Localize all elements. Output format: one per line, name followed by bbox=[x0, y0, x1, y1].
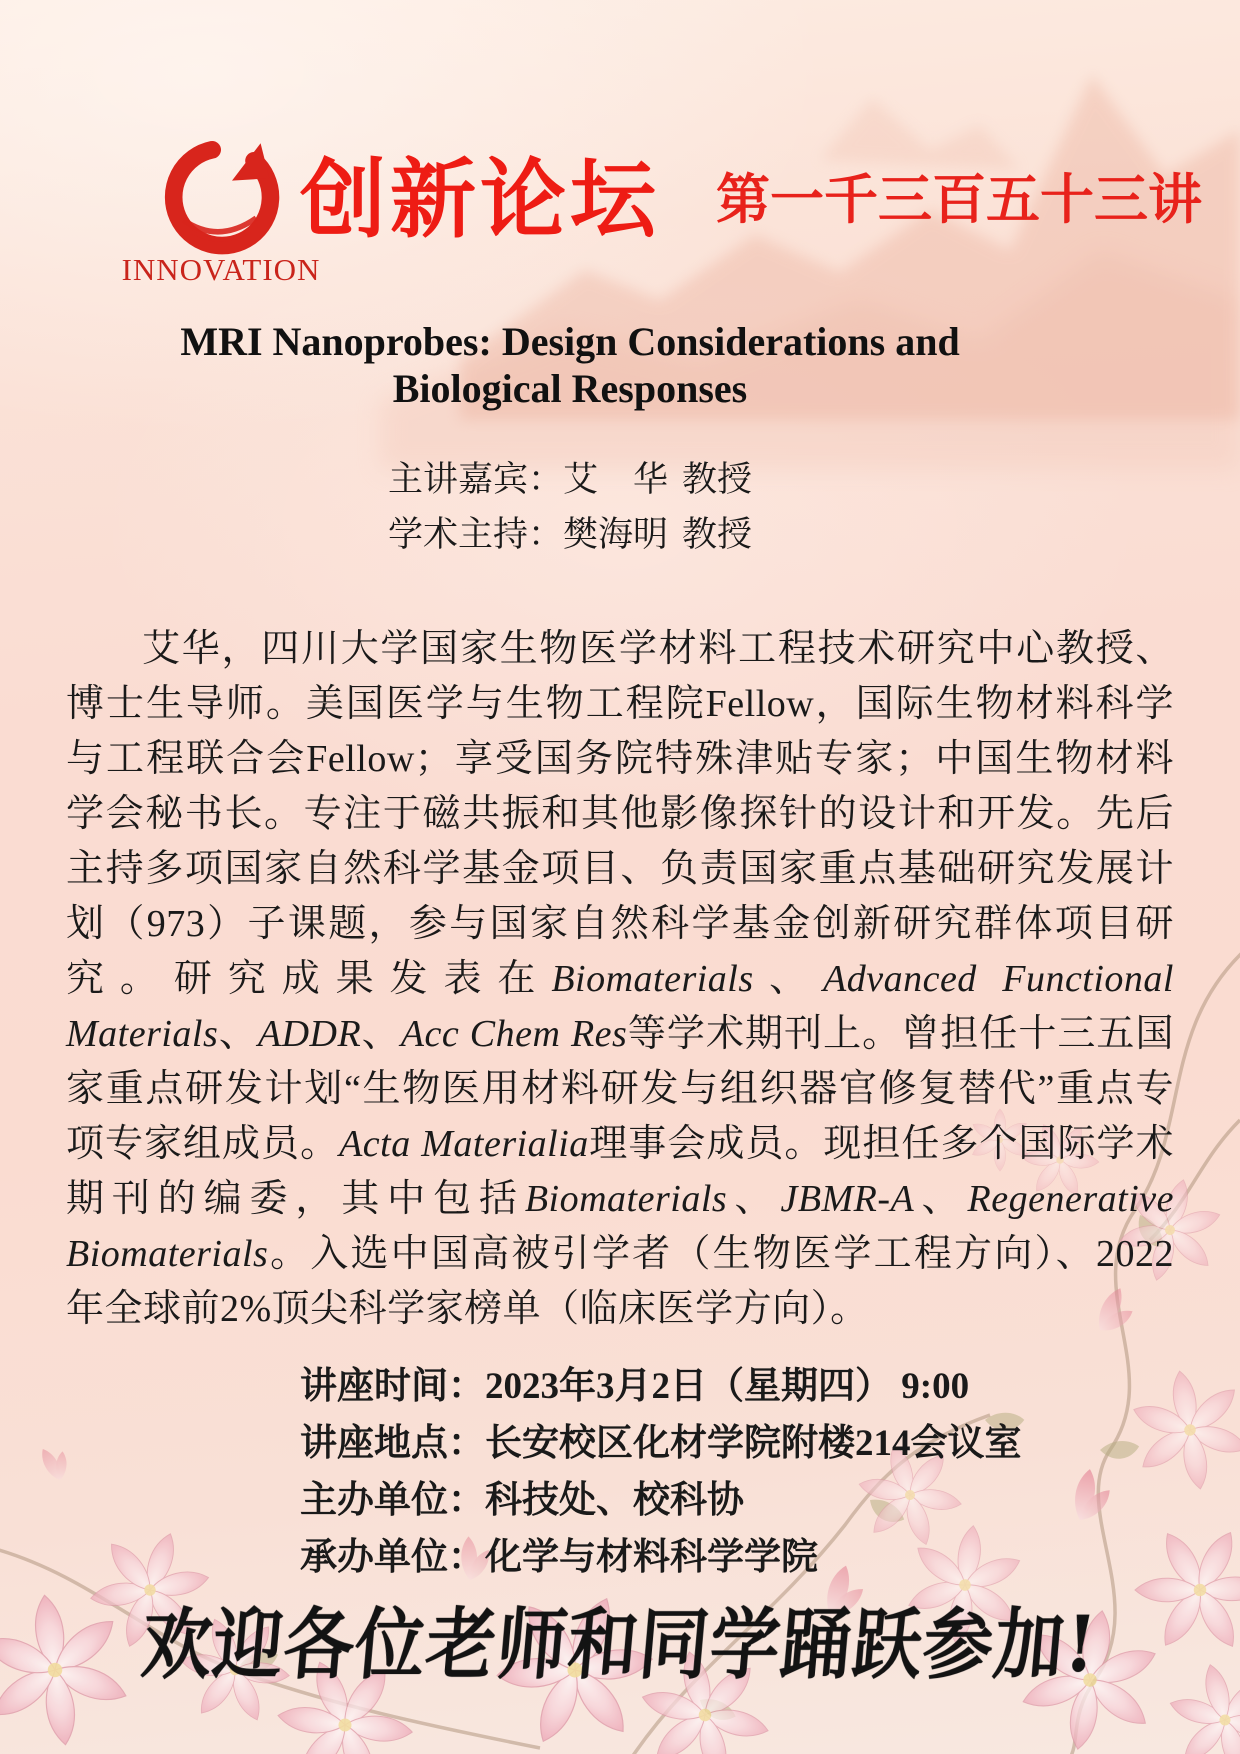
lecture-number: 第一千三百五十三讲 bbox=[716, 170, 1202, 230]
detail-organizer bbox=[300, 1472, 1022, 1529]
detail-location bbox=[300, 1415, 1022, 1472]
speaker-host-label: 学术主持： bbox=[387, 515, 563, 554]
speaker-guest-label: 主讲嘉宾： bbox=[387, 460, 563, 499]
speaker-guest-name: 艾 华 bbox=[562, 460, 668, 499]
detail-location-value: 长安校区化材学院附楼214会议室 bbox=[485, 1423, 1022, 1464]
speaker-host-title: 教授 bbox=[682, 515, 753, 554]
detail-organizer-value: 科技处、校科协 bbox=[485, 1480, 744, 1521]
speaker-host-line bbox=[388, 507, 752, 562]
lecture-title bbox=[0, 318, 1140, 412]
lecture-title-line1: MRI Nanoprobes: Design Considerations and bbox=[180, 319, 960, 364]
lecture-details bbox=[300, 1358, 1022, 1586]
speakers-block bbox=[0, 452, 1140, 562]
detail-host-unit bbox=[300, 1529, 1022, 1586]
detail-host-unit-label: 承办单位： bbox=[300, 1537, 485, 1578]
innovation-logo-icon bbox=[155, 130, 287, 262]
detail-time-label: 讲座时间： bbox=[300, 1366, 485, 1407]
speakers-inner bbox=[388, 452, 752, 562]
detail-time bbox=[300, 1358, 1022, 1415]
speaker-biography: 艾华，四川大学国家生物医学材料工程技术研究中心教授、博士生导师。美国医学与生物工程院Fellow，国际生物材料科学与工程联合会Fellow；享受国务院特殊津贴专家；中国生物材料学会秘书长。专注于磁共振和其他影像探针的设计和开发。先后主持多项国家自然科学基金项目、负责国家重点基础研究发展计划（973）子课题，参与国家自然科学基金创新研究群体项目研究。研究成果发表在Biomaterials、Advanced Functional Materials、ADDR、Acc Chem Res等学术期刊上。曾担任十三五国家重点研发计划“生物医用材料研发与组织器官修复替代”重点专项专家组成员。Acta Materialia理事会成员。现担任多个国际学术期刊的编委，其中包括Biomaterials、JBMR-A、Regenerative Biomaterials。入选中国高被引学者（生物医学工程方向）、2022年全球前2%顶尖科学家榜单（临床医学方向）。 bbox=[66, 628, 1174, 1330]
speaker-host-name: 樊海明 bbox=[562, 515, 668, 554]
speaker-guest-line bbox=[388, 452, 752, 507]
detail-time-value: 2023年3月2日（星期四） 9:00 bbox=[485, 1366, 970, 1407]
speaker-guest-title: 教授 bbox=[682, 460, 753, 499]
detail-organizer-label: 主办单位： bbox=[300, 1480, 485, 1521]
detail-host-unit-value: 化学与材料科学学院 bbox=[485, 1537, 818, 1578]
detail-location-label: 讲座地点： bbox=[300, 1423, 485, 1464]
forum-title: 创新论坛 bbox=[300, 152, 660, 248]
lecture-title-line2: Biological Responses bbox=[392, 366, 748, 411]
welcome-message: 欢迎各位老师和同学踊跃参加! bbox=[138, 1598, 1101, 1690]
logo-wordmark: INNOVATION bbox=[121, 252, 321, 287]
